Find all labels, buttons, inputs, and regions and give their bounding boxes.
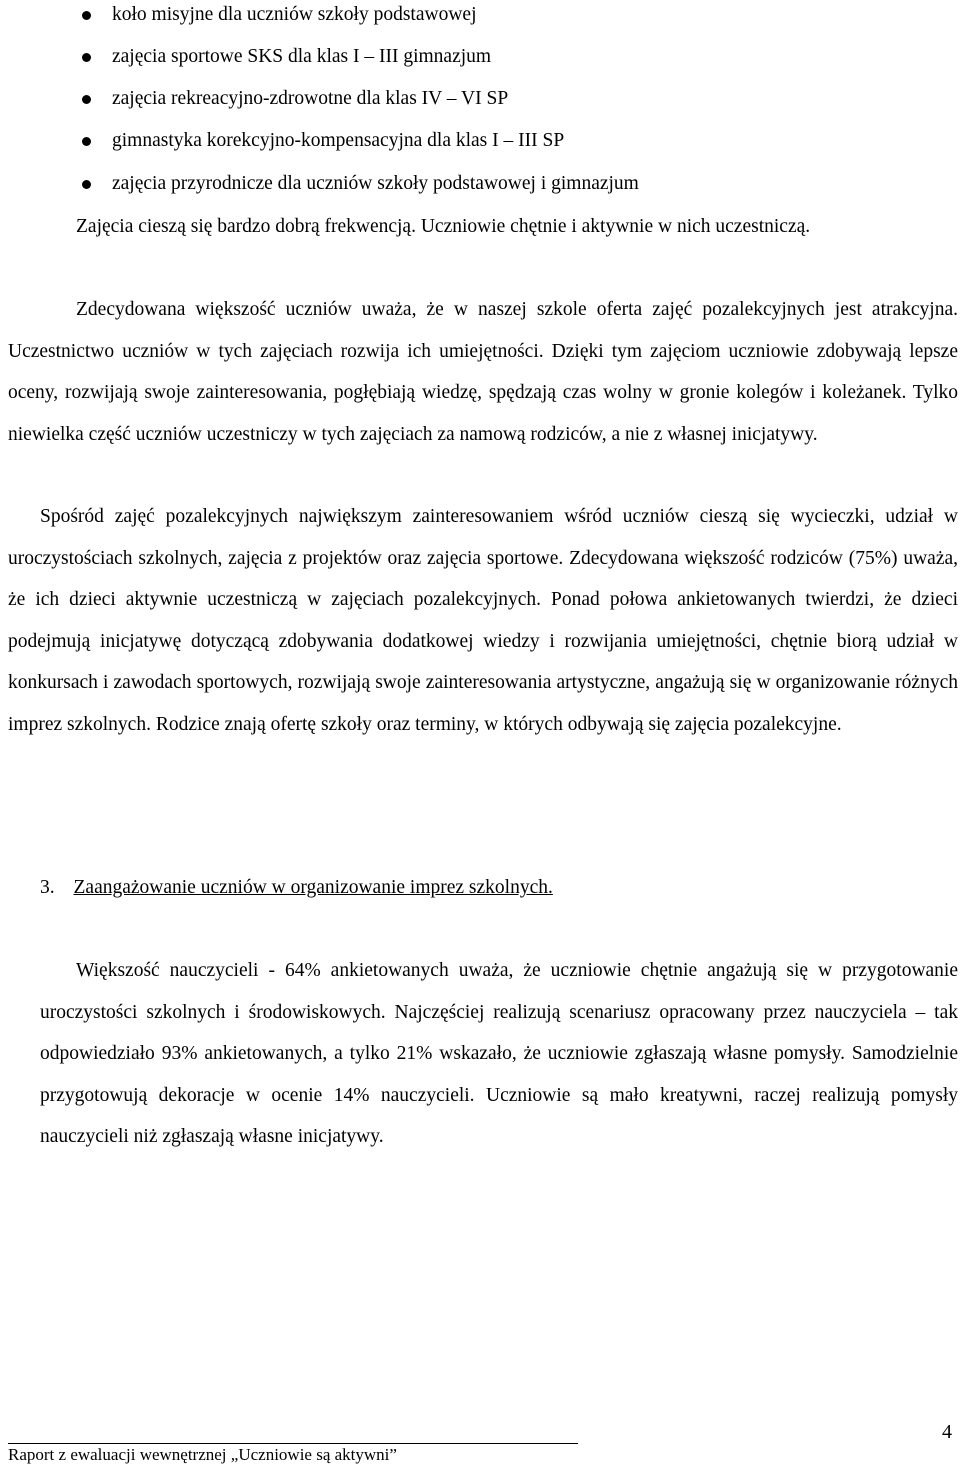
list-item xyxy=(112,129,564,153)
bullet-icon xyxy=(82,95,91,104)
list-item xyxy=(112,45,491,69)
footer-text: Raport z ewaluacji wewnętrznej „Uczniowie są aktywni” xyxy=(8,1445,397,1464)
list-item-text: zajęcia przyrodnicze dla uczniów szkoły podstawowej i gimnazjum xyxy=(112,173,639,194)
footer-divider xyxy=(8,1443,578,1444)
paragraph: Zdecydowana większość uczniów uważa, że w naszej szkole oferta zajęć pozalekcyjnych jest atrakcyjna. Uczestnictwo uczniów w tych zajęciach rozwija ich umiejętności. Dzięki tym zajęciom uczniowie zdobywają lepsze oceny, rozwijają swoje zainteresowania, pogłębiają wiedzę, spędzają czas wolny w gronie kolegów i koleżanek. Tylko niewielka część uczniów uczestniczy w tych zajęciach za namową rodziców, a nie z własnej inicjatywy. xyxy=(8,299,958,445)
list-item-text: zajęcia rekreacyjno-zdrowotne dla klas IV – VI SP xyxy=(112,88,509,109)
paragraph: Spośród zajęć pozalekcyjnych największym zainteresowaniem wśród uczniów cieszą się wycieczki, udział w uroczystościach szkolnych, zajęcia z projektów oraz zajęcia sportowe. Zdecydowana większość rodziców (75%) uważa, że ich dzieci aktywnie uczestniczą w zajęciach pozalekcyjnych. Ponad połowa ankietowanych twierdzi, że dzieci podejmują inicjatywę dotyczącą zdobywania dodatkowej wiedzy i rozwijania umiejętności, chętnie biorą udział w konkursach i zawodach sportowych, rozwijają swoje zainteresowania artystyczne, angażują się w organizowanie różnych imprez szkolnych. Rodzice znają ofertę szkoły oraz terminy, w których odbywają się zajęcia pozalekcyjne. xyxy=(8,506,958,735)
list-item-text: gimnastyka korekcyjno-kompensacyjna dla klas I – III SP xyxy=(112,130,565,151)
paragraph: Zajęcia cieszą się bardzo dobrą frekwencją. Uczniowie chętnie i aktywnie w nich uczestniczą. xyxy=(76,216,811,237)
list-item xyxy=(112,3,476,27)
bullet-icon xyxy=(82,53,91,62)
bullet-icon xyxy=(82,11,91,20)
section-number: 3. xyxy=(40,877,55,898)
section-heading xyxy=(40,873,553,903)
bullet-icon xyxy=(82,180,91,189)
list-item xyxy=(112,172,639,196)
paragraph: Większość nauczycieli - 64% ankietowanych uważa, że uczniowie chętnie angażują się w przygotowanie uroczystości szkolnych i środowiskowych. Najczęściej realizują scenariusz opracowany przez nauczyciela – tak odpowiedziało 93% ankietowanych, a tylko 21% wskazało, że uczniowie zgłaszają własne pomysły. Samodzielnie przygotowują dekoracje w ocenie 14% nauczycieli. Uczniowie są mało kreatywni, raczej realizują pomysły nauczycieli niż zgłaszają własne inicjatywy. xyxy=(40,960,958,1147)
list-item-text: zajęcia sportowe SKS dla klas I – III gimnazjum xyxy=(112,46,492,67)
bullet-icon xyxy=(82,137,91,146)
page-number: 4 xyxy=(942,1421,952,1443)
list-item xyxy=(112,87,508,111)
section-title: Zaangażowanie uczniów w organizowanie imprez szkolnych. xyxy=(73,877,553,898)
list-item-text: koło misyjne dla uczniów szkoły podstawowej xyxy=(112,4,477,25)
